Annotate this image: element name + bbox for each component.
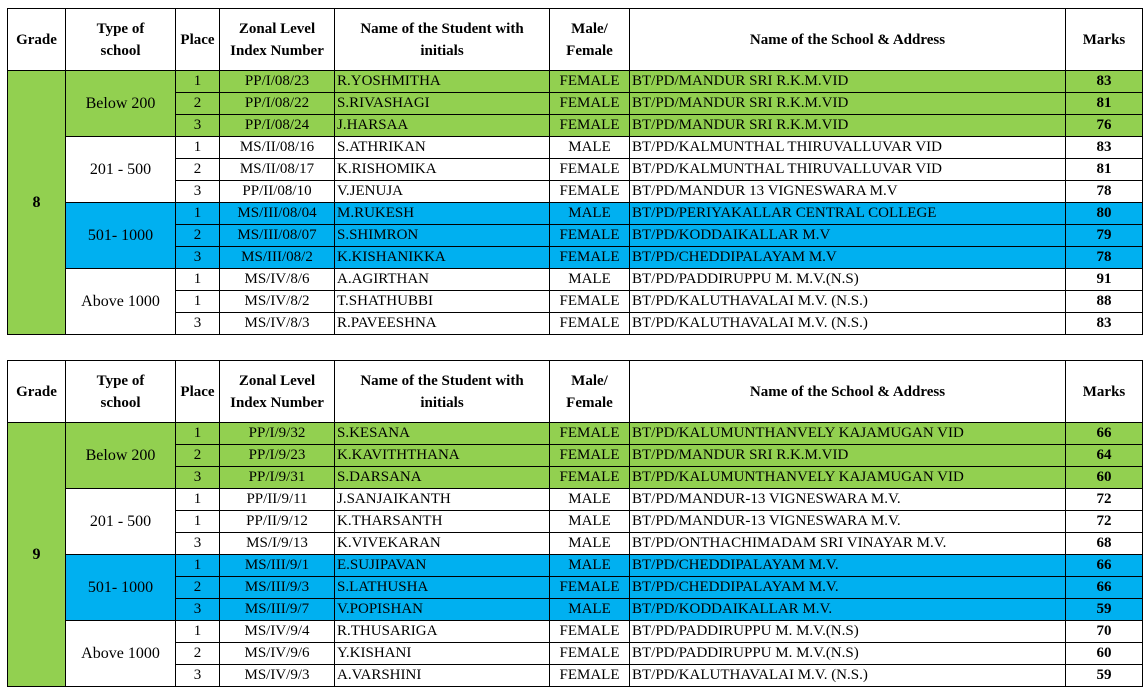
school-address-cell: BT/PD/KODDAIKALLAR M.V. [630, 599, 1066, 621]
header-sex-line2: Female [566, 42, 613, 59]
marks-cell: 81 [1066, 159, 1143, 181]
table-row [8, 643, 1143, 665]
school-type-cell: Below 200 [66, 423, 176, 489]
marks-cell: 88 [1066, 291, 1143, 313]
school-address-cell: BT/PD/KALMUNTHAL THIRUVALLUVAR VID [630, 137, 1066, 159]
school-address-cell: BT/PD/MANDUR SRI R.K.M.VID [630, 93, 1066, 115]
sex-cell: FEMALE [550, 225, 630, 247]
marks-cell: 76 [1066, 115, 1143, 137]
sex-cell: FEMALE [550, 247, 630, 269]
school-address-cell: BT/PD/MANDUR SRI R.K.M.VID [630, 445, 1066, 467]
marks-cell: 83 [1066, 71, 1143, 93]
place-cell: 1 [176, 555, 220, 577]
school-type-cell: 501- 1000 [66, 203, 176, 269]
header-school-address: Name of the School & Address [630, 361, 1066, 423]
place-cell: 3 [176, 313, 220, 335]
place-cell: 1 [176, 203, 220, 225]
index-number-cell: MS/I/9/13 [220, 533, 335, 555]
index-number-cell: MS/III/08/2 [220, 247, 335, 269]
marks-cell: 83 [1066, 313, 1143, 335]
school-address-cell: BT/PD/KALUMUNTHANVELY KAJAMUGAN VID [630, 423, 1066, 445]
sex-cell: FEMALE [550, 313, 630, 335]
place-cell: 3 [176, 115, 220, 137]
table-row [8, 511, 1143, 533]
marks-cell: 72 [1066, 489, 1143, 511]
place-cell: 3 [176, 247, 220, 269]
place-cell: 1 [176, 137, 220, 159]
index-number-cell: MS/III/9/3 [220, 577, 335, 599]
index-number-cell: PP/I/9/32 [220, 423, 335, 445]
school-address-cell: BT/PD/KALUTHAVALAI M.V. (N.S.) [630, 291, 1066, 313]
grade-8-results-table [7, 8, 1143, 335]
sex-cell: FEMALE [550, 467, 630, 489]
index-number-cell: MS/IV/9/4 [220, 621, 335, 643]
header-type-line1: Type of [96, 20, 145, 37]
header-sex-line1: Male/ [571, 20, 608, 37]
school-address-cell: BT/PD/KALMUNTHAL THIRUVALLUVAR VID [630, 159, 1066, 181]
index-number-cell: PP/II/9/12 [220, 511, 335, 533]
place-cell: 3 [176, 599, 220, 621]
header-index-line2: Index Number [230, 42, 324, 59]
student-name-cell: R.THUSARIGA [335, 621, 550, 643]
marks-cell: 91 [1066, 269, 1143, 291]
place-cell: 2 [176, 577, 220, 599]
header-name-line2: initials [420, 394, 464, 411]
school-type-cell: Above 1000 [66, 621, 176, 687]
sex-cell: FEMALE [550, 93, 630, 115]
header-index-number [220, 9, 335, 71]
school-type-cell: Below 200 [66, 71, 176, 137]
student-name-cell: K.VIVEKARAN [335, 533, 550, 555]
student-name-cell: Y.KISHANI [335, 643, 550, 665]
sex-cell: MALE [550, 203, 630, 225]
sex-cell: FEMALE [550, 291, 630, 313]
table-row [8, 313, 1143, 335]
table-row [8, 159, 1143, 181]
header-type-of-school [66, 9, 176, 71]
table-row [8, 577, 1143, 599]
table-row [8, 203, 1143, 225]
sex-cell: FEMALE [550, 181, 630, 203]
index-number-cell: PP/II/9/11 [220, 489, 335, 511]
place-cell: 2 [176, 445, 220, 467]
header-marks: Marks [1066, 361, 1143, 423]
grade-9-results-table-wrapper [7, 360, 1143, 687]
index-number-cell: MS/IV/9/6 [220, 643, 335, 665]
marks-cell: 78 [1066, 247, 1143, 269]
table-row [8, 445, 1143, 467]
header-grade: Grade [8, 361, 66, 423]
school-address-cell: BT/PD/PADDIRUPPU M. M.V.(N.S) [630, 643, 1066, 665]
table-row [8, 621, 1143, 643]
school-address-cell: BT/PD/MANDUR-13 VIGNESWARA M.V. [630, 489, 1066, 511]
school-address-cell: BT/PD/ONTHACHIMADAM SRI VINAYAR M.V. [630, 533, 1066, 555]
student-name-cell: M.RUKESH [335, 203, 550, 225]
school-address-cell: BT/PD/CHEDDIPALAYAM M.V. [630, 555, 1066, 577]
table-row [8, 269, 1143, 291]
student-name-cell: K.THARSANTH [335, 511, 550, 533]
place-cell: 1 [176, 291, 220, 313]
student-name-cell: T.SHATHUBBI [335, 291, 550, 313]
student-name-cell: R.PAVEESHNA [335, 313, 550, 335]
table-row [8, 71, 1143, 93]
table-row [8, 467, 1143, 489]
sex-cell: FEMALE [550, 71, 630, 93]
header-name-line1: Name of the Student with [360, 20, 524, 37]
student-name-cell: J.SANJAIKANTH [335, 489, 550, 511]
table-row [8, 533, 1143, 555]
header-type-line2: school [100, 42, 141, 59]
school-type-cell: 501- 1000 [66, 555, 176, 621]
marks-cell: 66 [1066, 423, 1143, 445]
student-name-cell: K.RISHOMIKA [335, 159, 550, 181]
place-cell: 1 [176, 511, 220, 533]
index-number-cell: PP/I/08/24 [220, 115, 335, 137]
student-name-cell: S.SHIMRON [335, 225, 550, 247]
grade-8-results-table-wrapper [7, 8, 1143, 335]
sex-cell: FEMALE [550, 423, 630, 445]
table-row [8, 665, 1143, 687]
table-row [8, 247, 1143, 269]
sex-cell: MALE [550, 489, 630, 511]
sex-cell: MALE [550, 599, 630, 621]
school-address-cell: BT/PD/PERIYAKALLAR CENTRAL COLLEGE [630, 203, 1066, 225]
index-number-cell: MS/II/08/17 [220, 159, 335, 181]
student-name-cell: S.LATHUSHA [335, 577, 550, 599]
header-student-name [335, 9, 550, 71]
header-index-line1: Zonal Level [238, 372, 316, 389]
header-sex-line2: Female [566, 394, 613, 411]
student-name-cell: R.YOSHMITHA [335, 71, 550, 93]
school-address-cell: BT/PD/KODDAIKALLAR M.V [630, 225, 1066, 247]
index-number-cell: MS/III/9/1 [220, 555, 335, 577]
school-type-cell: 201 - 500 [66, 137, 176, 203]
marks-cell: 80 [1066, 203, 1143, 225]
student-name-cell: A.AGIRTHAN [335, 269, 550, 291]
index-number-cell: MS/III/9/7 [220, 599, 335, 621]
marks-cell: 59 [1066, 665, 1143, 687]
place-cell: 1 [176, 621, 220, 643]
marks-cell: 66 [1066, 577, 1143, 599]
header-grade: Grade [8, 9, 66, 71]
table-row [8, 115, 1143, 137]
header-index-number [220, 361, 335, 423]
index-number-cell: PP/II/08/10 [220, 181, 335, 203]
marks-cell: 79 [1066, 225, 1143, 247]
sex-cell: MALE [550, 137, 630, 159]
place-cell: 2 [176, 159, 220, 181]
school-address-cell: BT/PD/CHEDDIPALAYAM M.V. [630, 577, 1066, 599]
index-number-cell: MS/III/08/04 [220, 203, 335, 225]
header-male-female [550, 9, 630, 71]
marks-cell: 81 [1066, 93, 1143, 115]
index-number-cell: MS/IV/8/2 [220, 291, 335, 313]
index-number-cell: MS/IV/8/6 [220, 269, 335, 291]
header-school-address: Name of the School & Address [630, 9, 1066, 71]
student-name-cell: K.KAVITHTHANA [335, 445, 550, 467]
grade-cell: 9 [8, 423, 66, 687]
school-address-cell: BT/PD/MANDUR-13 VIGNESWARA M.V. [630, 511, 1066, 533]
school-address-cell: BT/PD/KALUTHAVALAI M.V. (N.S.) [630, 665, 1066, 687]
index-number-cell: MS/III/08/07 [220, 225, 335, 247]
header-place: Place [176, 9, 220, 71]
sex-cell: FEMALE [550, 665, 630, 687]
table-row [8, 599, 1143, 621]
marks-cell: 72 [1066, 511, 1143, 533]
table-row [8, 489, 1143, 511]
table-row [8, 137, 1143, 159]
student-name-cell: A.VARSHINI [335, 665, 550, 687]
school-type-cell: Above 1000 [66, 269, 176, 335]
student-name-cell: E.SUJIPAVAN [335, 555, 550, 577]
header-name-line2: initials [420, 42, 464, 59]
index-number-cell: MS/II/08/16 [220, 137, 335, 159]
index-number-cell: MS/IV/8/3 [220, 313, 335, 335]
school-address-cell: BT/PD/MANDUR SRI R.K.M.VID [630, 115, 1066, 137]
place-cell: 2 [176, 643, 220, 665]
header-marks: Marks [1066, 9, 1143, 71]
student-name-cell: V.POPISHAN [335, 599, 550, 621]
grade-9-results-table [7, 360, 1143, 687]
table-row [8, 291, 1143, 313]
grade-cell: 8 [8, 71, 66, 335]
place-cell: 1 [176, 423, 220, 445]
sex-cell: FEMALE [550, 159, 630, 181]
school-address-cell: BT/PD/KALUMUNTHANVELY KAJAMUGAN VID [630, 467, 1066, 489]
sex-cell: FEMALE [550, 115, 630, 137]
header-male-female [550, 361, 630, 423]
table-row [8, 93, 1143, 115]
school-address-cell: BT/PD/KALUTHAVALAI M.V. (N.S.) [630, 313, 1066, 335]
marks-cell: 83 [1066, 137, 1143, 159]
marks-cell: 68 [1066, 533, 1143, 555]
student-name-cell: S.DARSANA [335, 467, 550, 489]
table-row [8, 423, 1143, 445]
marks-cell: 66 [1066, 555, 1143, 577]
school-address-cell: BT/PD/MANDUR 13 VIGNESWARA M.V [630, 181, 1066, 203]
sex-cell: FEMALE [550, 643, 630, 665]
index-number-cell: PP/I/9/31 [220, 467, 335, 489]
place-cell: 2 [176, 93, 220, 115]
place-cell: 3 [176, 665, 220, 687]
header-index-line2: Index Number [230, 394, 324, 411]
sex-cell: MALE [550, 555, 630, 577]
school-address-cell: BT/PD/PADDIRUPPU M. M.V.(N.S) [630, 269, 1066, 291]
index-number-cell: MS/IV/9/3 [220, 665, 335, 687]
table-row [8, 181, 1143, 203]
sex-cell: MALE [550, 533, 630, 555]
school-type-cell: 201 - 500 [66, 489, 176, 555]
marks-cell: 59 [1066, 599, 1143, 621]
sex-cell: MALE [550, 269, 630, 291]
place-cell: 1 [176, 71, 220, 93]
school-address-cell: BT/PD/PADDIRUPPU M. M.V.(N.S) [630, 621, 1066, 643]
marks-cell: 60 [1066, 643, 1143, 665]
sex-cell: FEMALE [550, 445, 630, 467]
header-student-name [335, 361, 550, 423]
table-row [8, 225, 1143, 247]
header-type-line2: school [100, 394, 141, 411]
school-address-cell: BT/PD/MANDUR SRI R.K.M.VID [630, 71, 1066, 93]
table-row [8, 555, 1143, 577]
header-type-of-school [66, 361, 176, 423]
header-type-line1: Type of [96, 372, 145, 389]
student-name-cell: S.KESANA [335, 423, 550, 445]
student-name-cell: S.ATHRIKAN [335, 137, 550, 159]
place-cell: 3 [176, 181, 220, 203]
place-cell: 3 [176, 467, 220, 489]
header-place: Place [176, 361, 220, 423]
place-cell: 3 [176, 533, 220, 555]
header-index-line1: Zonal Level [238, 20, 316, 37]
place-cell: 1 [176, 489, 220, 511]
header-sex-line1: Male/ [571, 372, 608, 389]
place-cell: 1 [176, 269, 220, 291]
marks-cell: 64 [1066, 445, 1143, 467]
student-name-cell: V.JENUJA [335, 181, 550, 203]
student-name-cell: K.KISHANIKKA [335, 247, 550, 269]
index-number-cell: PP/I/9/23 [220, 445, 335, 467]
school-address-cell: BT/PD/CHEDDIPALAYAM M.V [630, 247, 1066, 269]
marks-cell: 60 [1066, 467, 1143, 489]
sex-cell: MALE [550, 511, 630, 533]
index-number-cell: PP/I/08/22 [220, 93, 335, 115]
student-name-cell: J.HARSAA [335, 115, 550, 137]
sex-cell: FEMALE [550, 621, 630, 643]
student-name-cell: S.RIVASHAGI [335, 93, 550, 115]
place-cell: 2 [176, 225, 220, 247]
marks-cell: 70 [1066, 621, 1143, 643]
index-number-cell: PP/I/08/23 [220, 71, 335, 93]
marks-cell: 78 [1066, 181, 1143, 203]
header-name-line1: Name of the Student with [360, 372, 524, 389]
sex-cell: FEMALE [550, 577, 630, 599]
